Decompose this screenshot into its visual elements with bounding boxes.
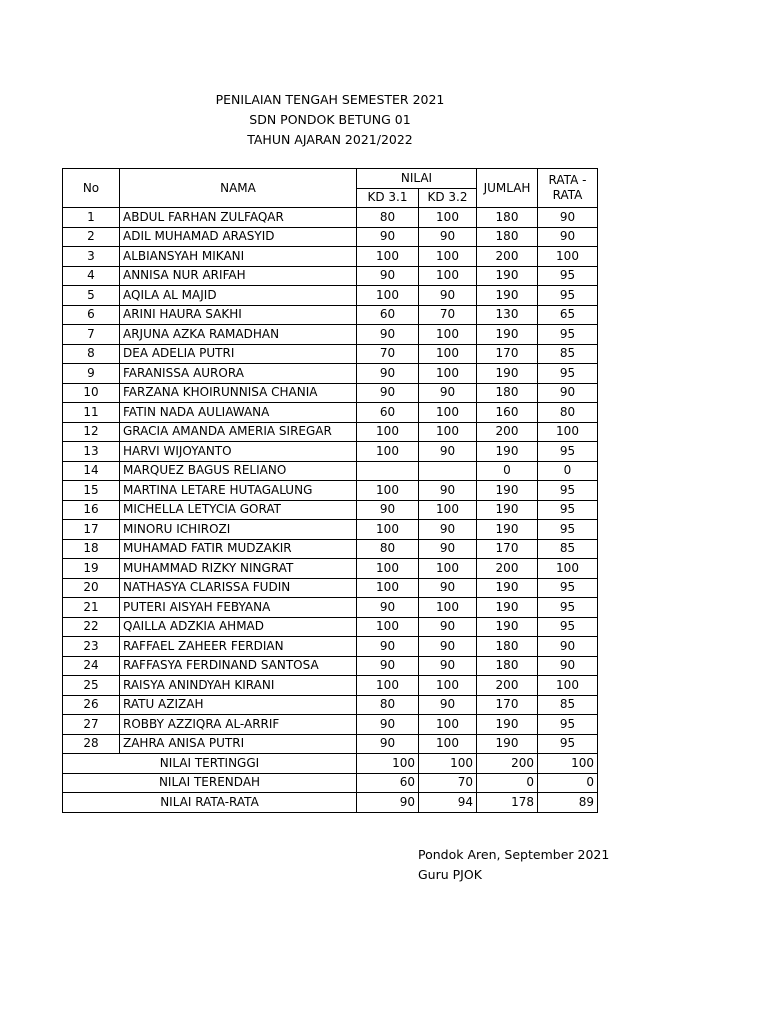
row-kd31: 90 <box>357 364 419 384</box>
row-no: 27 <box>63 715 120 735</box>
table-row <box>63 461 598 481</box>
row-kd31: 60 <box>357 403 419 423</box>
row-kd32: 90 <box>419 539 477 559</box>
row-rata: 90 <box>538 656 598 676</box>
student-rows <box>63 208 598 754</box>
row-nama: MUHAMMAD RIZKY NINGRAT <box>120 559 357 579</box>
title-line-2: SDN PONDOK BETUNG 01 <box>249 112 411 127</box>
row-rata: 95 <box>538 325 598 345</box>
signature-place-date: Pondok Aren, September 2021 <box>418 847 610 862</box>
row-no: 16 <box>63 500 120 520</box>
row-nama: ANNISA NUR ARIFAH <box>120 266 357 286</box>
row-jumlah: 190 <box>477 578 538 598</box>
table-row <box>63 227 598 247</box>
row-jumlah: 170 <box>477 539 538 559</box>
row-kd31: 90 <box>357 637 419 657</box>
row-kd32: 100 <box>419 266 477 286</box>
row-kd31: 100 <box>357 520 419 540</box>
row-kd32: 100 <box>419 422 477 442</box>
row-no: 21 <box>63 598 120 618</box>
row-kd32: 100 <box>419 364 477 384</box>
summary-label: NILAI TERENDAH <box>63 773 357 793</box>
row-rata: 95 <box>538 500 598 520</box>
row-nama: QAILLA ADZKIA AHMAD <box>120 617 357 637</box>
row-kd32: 100 <box>419 598 477 618</box>
row-nama: MARQUEZ BAGUS RELIANO <box>120 461 357 481</box>
table-row <box>63 442 598 462</box>
row-kd31: 100 <box>357 676 419 696</box>
table-row <box>63 247 598 267</box>
row-kd32: 90 <box>419 656 477 676</box>
row-rata: 90 <box>538 227 598 247</box>
row-jumlah: 180 <box>477 656 538 676</box>
row-kd31: 90 <box>357 715 419 735</box>
signature-role: Guru PJOK <box>418 867 482 882</box>
row-kd32: 100 <box>419 247 477 267</box>
row-kd31: 90 <box>357 383 419 403</box>
row-kd31: 100 <box>357 481 419 501</box>
summary-jumlah: 0 <box>477 773 538 793</box>
row-jumlah: 190 <box>477 442 538 462</box>
row-nama: NATHASYA CLARISSA FUDIN <box>120 578 357 598</box>
row-no: 19 <box>63 559 120 579</box>
row-nama: GRACIA AMANDA AMERIA SIREGAR <box>120 422 357 442</box>
row-rata: 90 <box>538 208 598 228</box>
row-no: 4 <box>63 266 120 286</box>
title-line-1: PENILAIAN TENGAH SEMESTER 2021 <box>215 92 445 107</box>
row-kd31: 100 <box>357 422 419 442</box>
row-nama: ALBIANSYAH MIKANI <box>120 247 357 267</box>
table-row <box>63 286 598 306</box>
row-kd31: 80 <box>357 539 419 559</box>
row-no: 20 <box>63 578 120 598</box>
row-no: 1 <box>63 208 120 228</box>
table-row <box>63 520 598 540</box>
row-kd31: 90 <box>357 734 419 754</box>
row-kd32: 90 <box>419 227 477 247</box>
row-kd31: 90 <box>357 656 419 676</box>
row-kd31: 100 <box>357 442 419 462</box>
row-kd31: 100 <box>357 578 419 598</box>
row-kd32: 90 <box>419 442 477 462</box>
table-row <box>63 578 598 598</box>
summary-jumlah: 178 <box>477 793 538 813</box>
row-rata: 85 <box>538 344 598 364</box>
header-no: No <box>63 169 120 208</box>
row-nama: MICHELLA LETYCIA GORAT <box>120 500 357 520</box>
row-rata: 95 <box>538 520 598 540</box>
header-nama: NAMA <box>120 169 357 208</box>
row-kd32: 100 <box>419 403 477 423</box>
row-kd32: 70 <box>419 305 477 325</box>
row-kd31: 90 <box>357 598 419 618</box>
row-kd31: 80 <box>357 695 419 715</box>
row-no: 23 <box>63 637 120 657</box>
row-no: 10 <box>63 383 120 403</box>
row-kd32: 90 <box>419 617 477 637</box>
header-nilai: NILAI <box>357 169 477 189</box>
row-kd32: 100 <box>419 344 477 364</box>
row-kd31: 60 <box>357 305 419 325</box>
row-kd32: 90 <box>419 578 477 598</box>
summary-kd31: 90 <box>357 793 419 813</box>
row-nama: RAFFASYA FERDINAND SANTOSA <box>120 656 357 676</box>
row-rata: 95 <box>538 442 598 462</box>
row-jumlah: 180 <box>477 383 538 403</box>
table-row <box>63 656 598 676</box>
row-nama: DEA ADELIA PUTRI <box>120 344 357 364</box>
row-jumlah: 170 <box>477 344 538 364</box>
row-rata: 85 <box>538 539 598 559</box>
table-row <box>63 403 598 423</box>
row-kd32: 100 <box>419 500 477 520</box>
row-nama: ARINI HAURA SAKHI <box>120 305 357 325</box>
table-row <box>63 208 598 228</box>
row-rata: 95 <box>538 266 598 286</box>
header-kd31: KD 3.1 <box>357 188 419 208</box>
row-jumlah: 200 <box>477 422 538 442</box>
row-kd31 <box>357 461 419 481</box>
row-no: 18 <box>63 539 120 559</box>
row-rata: 0 <box>538 461 598 481</box>
row-jumlah: 190 <box>477 286 538 306</box>
row-jumlah: 200 <box>477 559 538 579</box>
table-row <box>63 344 598 364</box>
row-no: 17 <box>63 520 120 540</box>
row-kd32: 90 <box>419 481 477 501</box>
row-jumlah: 130 <box>477 305 538 325</box>
row-rata: 100 <box>538 247 598 267</box>
row-jumlah: 190 <box>477 520 538 540</box>
row-rata: 95 <box>538 715 598 735</box>
row-kd31: 100 <box>357 247 419 267</box>
summary-rata: 100 <box>538 754 598 774</box>
row-rata: 95 <box>538 286 598 306</box>
row-no: 22 <box>63 617 120 637</box>
table-row <box>63 364 598 384</box>
row-jumlah: 190 <box>477 734 538 754</box>
summary-label: NILAI TERTINGGI <box>63 754 357 774</box>
row-kd31: 90 <box>357 227 419 247</box>
row-nama: HARVI WIJOYANTO <box>120 442 357 462</box>
row-kd32: 100 <box>419 208 477 228</box>
row-kd31: 70 <box>357 344 419 364</box>
row-kd32: 90 <box>419 637 477 657</box>
table-row <box>63 422 598 442</box>
row-nama: PUTERI AISYAH FEBYANA <box>120 598 357 618</box>
row-rata: 90 <box>538 637 598 657</box>
row-no: 12 <box>63 422 120 442</box>
summary-rata: 0 <box>538 773 598 793</box>
table-row <box>63 598 598 618</box>
row-kd31: 90 <box>357 500 419 520</box>
table-row <box>63 266 598 286</box>
row-kd31: 80 <box>357 208 419 228</box>
row-nama: ADIL MUHAMAD ARASYID <box>120 227 357 247</box>
row-kd32: 90 <box>419 520 477 540</box>
row-nama: FARANISSA AURORA <box>120 364 357 384</box>
row-nama: MARTINA LETARE HUTAGALUNG <box>120 481 357 501</box>
document-title-block <box>0 90 660 150</box>
row-rata: 95 <box>538 578 598 598</box>
table-row <box>63 481 598 501</box>
row-no: 25 <box>63 676 120 696</box>
table-row <box>63 617 598 637</box>
summary-label: NILAI RATA-RATA <box>63 793 357 813</box>
row-nama: FATIN NADA AULIAWANA <box>120 403 357 423</box>
row-kd32: 100 <box>419 325 477 345</box>
table-row <box>63 383 598 403</box>
row-nama: RAFFAEL ZAHEER FERDIAN <box>120 637 357 657</box>
row-no: 26 <box>63 695 120 715</box>
row-kd32: 90 <box>419 286 477 306</box>
row-jumlah: 200 <box>477 247 538 267</box>
row-jumlah: 0 <box>477 461 538 481</box>
row-nama: FARZANA KHOIRUNNISA CHANIA <box>120 383 357 403</box>
header-kd32: KD 3.2 <box>419 188 477 208</box>
row-jumlah: 190 <box>477 325 538 345</box>
row-jumlah: 190 <box>477 598 538 618</box>
row-rata: 85 <box>538 695 598 715</box>
row-rata: 95 <box>538 598 598 618</box>
row-nama: MUHAMAD FATIR MUDZAKIR <box>120 539 357 559</box>
row-jumlah: 160 <box>477 403 538 423</box>
row-kd32 <box>419 461 477 481</box>
row-no: 14 <box>63 461 120 481</box>
grades-table <box>62 168 598 813</box>
row-kd32: 90 <box>419 383 477 403</box>
row-nama: RAISYA ANINDYAH KIRANI <box>120 676 357 696</box>
row-kd31: 100 <box>357 617 419 637</box>
row-no: 11 <box>63 403 120 423</box>
row-rata: 100 <box>538 676 598 696</box>
row-jumlah: 190 <box>477 500 538 520</box>
table-row <box>63 325 598 345</box>
row-no: 8 <box>63 344 120 364</box>
row-kd32: 100 <box>419 559 477 579</box>
header-rata-line1: RATA - <box>548 173 587 187</box>
summary-rata: 89 <box>538 793 598 813</box>
summary-rows <box>63 754 598 813</box>
row-nama: AQILA AL MAJID <box>120 286 357 306</box>
row-rata: 100 <box>538 422 598 442</box>
row-kd31: 90 <box>357 325 419 345</box>
row-no: 7 <box>63 325 120 345</box>
row-jumlah: 190 <box>477 266 538 286</box>
row-kd31: 100 <box>357 559 419 579</box>
row-kd32: 90 <box>419 695 477 715</box>
row-nama: ABDUL FARHAN ZULFAQAR <box>120 208 357 228</box>
header-rata <box>538 169 598 208</box>
summary-row <box>63 754 598 774</box>
row-no: 2 <box>63 227 120 247</box>
table-row <box>63 695 598 715</box>
row-kd32: 100 <box>419 676 477 696</box>
row-jumlah: 180 <box>477 208 538 228</box>
row-no: 9 <box>63 364 120 384</box>
row-kd31: 100 <box>357 286 419 306</box>
header-rata-line2: RATA <box>552 188 583 202</box>
row-jumlah: 170 <box>477 695 538 715</box>
summary-kd32: 70 <box>419 773 477 793</box>
row-rata: 80 <box>538 403 598 423</box>
row-nama: RATU AZIZAH <box>120 695 357 715</box>
row-jumlah: 190 <box>477 481 538 501</box>
row-jumlah: 190 <box>477 617 538 637</box>
table-row <box>63 676 598 696</box>
row-nama: ARJUNA AZKA RAMADHAN <box>120 325 357 345</box>
table-row <box>63 559 598 579</box>
summary-kd32: 94 <box>419 793 477 813</box>
table-row <box>63 539 598 559</box>
row-rata: 95 <box>538 364 598 384</box>
row-nama: ZAHRA ANISA PUTRI <box>120 734 357 754</box>
row-no: 13 <box>63 442 120 462</box>
row-kd32: 100 <box>419 715 477 735</box>
row-rata: 100 <box>538 559 598 579</box>
row-no: 6 <box>63 305 120 325</box>
row-rata: 95 <box>538 481 598 501</box>
table-row <box>63 734 598 754</box>
row-no: 24 <box>63 656 120 676</box>
summary-kd32: 100 <box>419 754 477 774</box>
row-jumlah: 200 <box>477 676 538 696</box>
title-line-3: TAHUN AJARAN 2021/2022 <box>247 132 413 147</box>
row-no: 3 <box>63 247 120 267</box>
row-nama: MINORU ICHIROZI <box>120 520 357 540</box>
row-jumlah: 180 <box>477 227 538 247</box>
row-rata: 95 <box>538 734 598 754</box>
summary-kd31: 60 <box>357 773 419 793</box>
table-row <box>63 305 598 325</box>
table-row <box>63 715 598 735</box>
row-kd32: 100 <box>419 734 477 754</box>
row-rata: 65 <box>538 305 598 325</box>
header-jumlah: JUMLAH <box>477 169 538 208</box>
summary-jumlah: 200 <box>477 754 538 774</box>
row-kd31: 90 <box>357 266 419 286</box>
summary-kd31: 100 <box>357 754 419 774</box>
row-jumlah: 190 <box>477 364 538 384</box>
row-jumlah: 180 <box>477 637 538 657</box>
row-nama: ROBBY AZZIQRA AL-ARRIF <box>120 715 357 735</box>
table-row <box>63 637 598 657</box>
row-no: 15 <box>63 481 120 501</box>
summary-row <box>63 793 598 813</box>
row-rata: 90 <box>538 383 598 403</box>
row-no: 28 <box>63 734 120 754</box>
summary-row <box>63 773 598 793</box>
table-row <box>63 500 598 520</box>
row-no: 5 <box>63 286 120 306</box>
row-rata: 95 <box>538 617 598 637</box>
row-jumlah: 190 <box>477 715 538 735</box>
